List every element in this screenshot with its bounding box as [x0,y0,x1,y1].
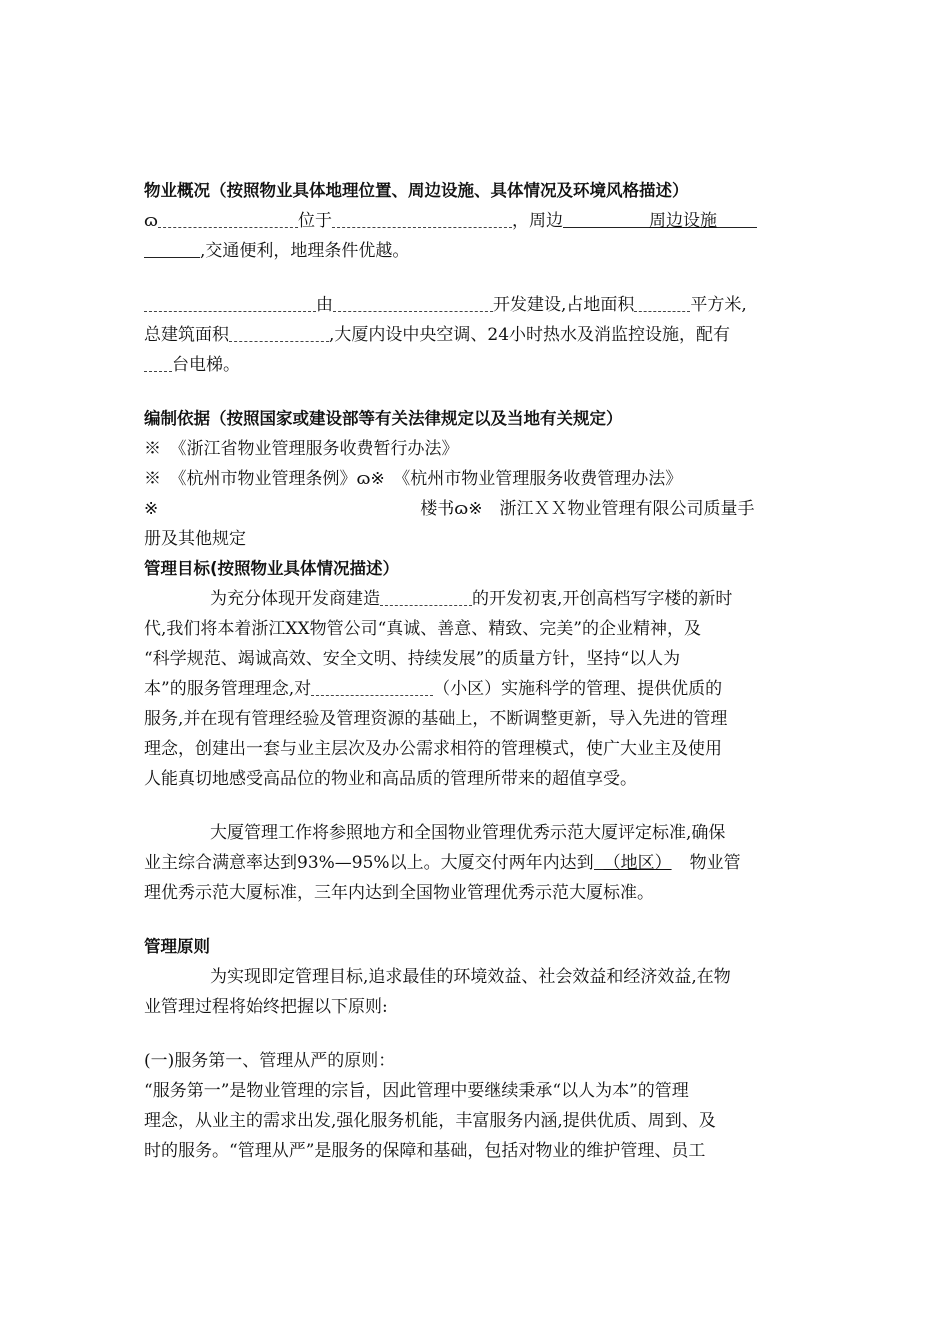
goal-paragraph-line: 为充分体现开发商建造 的开发初衷,开创高档写字楼的新时 [210,589,733,609]
goal-paragraph-line: 业主综合满意率达到93%—95%以上。大厦交付两年内达到 （地区） 物业管 [144,853,741,873]
goal-paragraph-line: 理优秀示范大厦标准，三年内达到全国物业管理优秀示范大厦标准。 [144,883,654,903]
blank-field [229,323,329,342]
overview-line-2: ,交通便利，地理条件优越。 [144,236,804,266]
blank-field [144,293,316,312]
section-heading-principle: 管理原则 [144,937,210,956]
principle-subtitle: (一)服务第一、管理从严的原则： [144,1051,396,1071]
section-heading-basis: 编制依据（按照国家或建设部等有关法律规定以及当地有关规定） [144,409,623,428]
principle-paragraph-line: 时的服务。“管理从严”是服务的保障和基础，包括对物业的维护管理、员工 [144,1141,706,1161]
principle-paragraph-line: 为实现即定管理目标,追求最佳的环境效益、社会效益和经济效益,在物 [210,967,731,987]
blank-field [380,587,472,606]
goal-paragraph-line: 大厦管理工作将参照地方和全国物业管理优秀示范大厦评定标准,确保 [210,823,726,843]
basis-item-continued: 册及其他规定 [144,529,246,549]
document-page [144,176,804,1166]
principle-paragraph-line: 业管理过程将始终把握以下原则: [144,997,388,1017]
blank-field [144,353,172,372]
blank-field [333,293,493,312]
principle-paragraph-line: 理念，从业主的需求出发,强化服务机能，丰富服务内涵,提供优质、周到、及 [144,1111,716,1131]
goal-paragraph-line: 本”的服务管理理念,对 （小区）实施科学的管理、提供优质的 [144,679,723,699]
goal-paragraph-line: 代,我们将本着浙江XX物管公司“真诚、善意、精致、完美”的企业精神，及 [144,619,701,639]
section-heading-overview: 物业概况（按照物业具体地理位置、周边设施、具体情况及环境风格描述） [144,181,689,200]
blank-field [634,293,690,312]
blank-field [144,239,200,258]
blank-field [311,677,433,696]
goal-paragraph-line: 人能真切地感受高品位的物业和高品质的管理所带来的超值享受。 [144,769,637,789]
goal-paragraph-line: 理念，创建出一套与业主层次及办公需求相符的管理模式，使广大业主及使用 [144,739,722,759]
blank-field [717,209,757,228]
blank-field [563,209,649,228]
blank-field [332,209,512,228]
overview-line-3: 由 开发建设,占地面积 平方米, [144,290,804,320]
blank-field [158,209,298,228]
overview-line-4: 总建筑面积 ,大厦内设中央空调、24小时热水及消监控设施，配有 [144,325,731,345]
overview-line-5: 台电梯。 [144,350,804,380]
goal-paragraph-line: “科学规范、竭诚高效、安全文明、持续发展”的质量方针，坚持“以人为 [144,649,681,669]
basis-item: ※ 《杭州市物业管理条例》ɷ※ 《杭州市物业管理服务收费管理办法》 [144,469,683,489]
basis-item: ※ 楼书ɷ※ 浙江ＸＸ物业管理有限公司质量手 [144,499,755,519]
principle-paragraph-line: “服务第一”是物业管理的宗旨，因此管理中要继续秉承“以人为本”的管理 [144,1081,689,1101]
section-heading-goal: 管理目标(按照物业具体情况描述） [144,559,400,578]
blank-field [594,851,604,870]
goal-paragraph-line: 服务,并在现有管理经验及管理资源的基础上，不断调整更新，导入先进的管理 [144,709,728,729]
overview-line-1: ɷ 位于 ，周边 周边设施 [144,206,804,236]
basis-item: ※ 《浙江省物业管理服务收费暂行办法》 [144,439,459,459]
bullet-glyph-icon: ɷ [144,211,158,231]
